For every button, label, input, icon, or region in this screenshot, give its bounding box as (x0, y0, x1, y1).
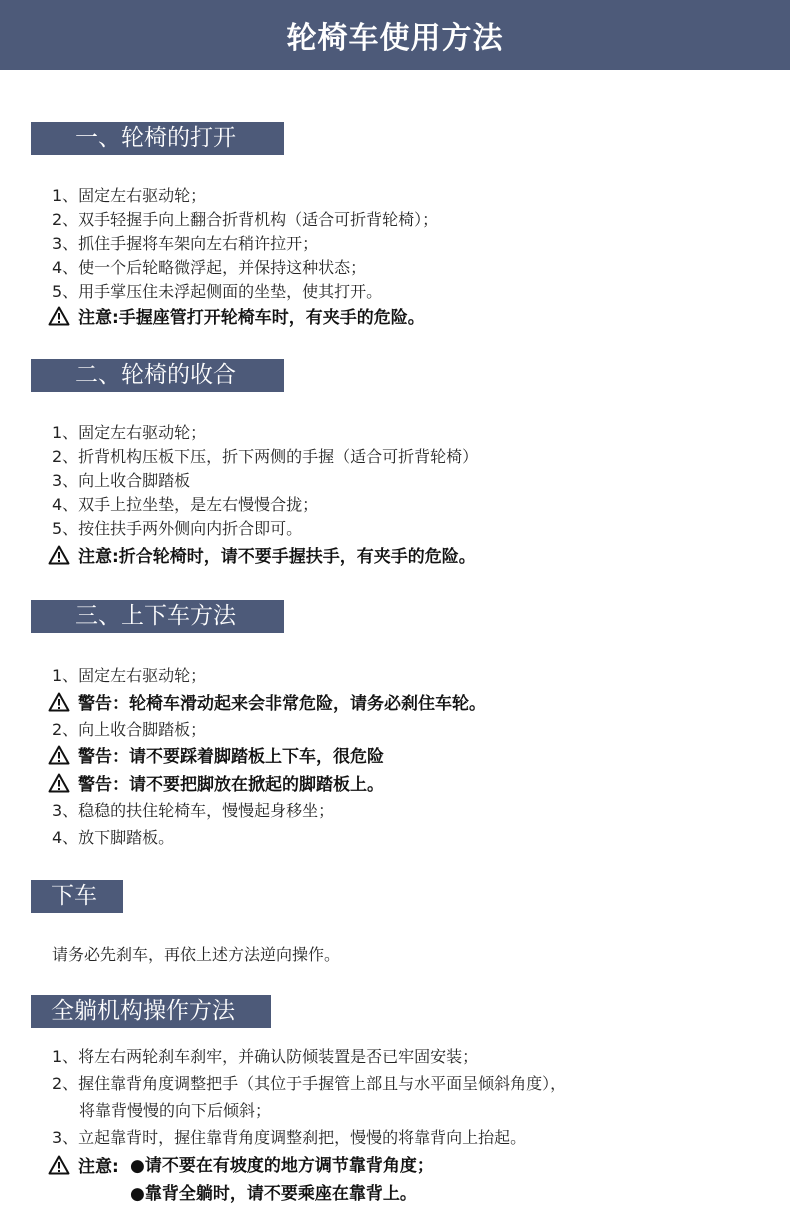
warning-bullet: ●请不要在有坡度的地方调节靠背角度； (130, 1156, 434, 1176)
warning-triangle-icon (48, 545, 70, 565)
section-heading-recline: 全躺机构操作方法 (31, 995, 271, 1028)
section-heading-transfer: 三、上下车方法 (31, 600, 284, 633)
warning-triangle-icon (48, 692, 70, 712)
section-heading-fold: 二、轮椅的收合 (31, 359, 284, 392)
list-item: 2、双手轻握手向上翻合折背机构（适合可折背轮椅）； (52, 210, 439, 229)
list-item: 1、固定左右驱动轮； (52, 423, 207, 442)
list-item: 3、抓住手握将车架向左右稍许拉开； (52, 234, 319, 253)
warning-text: 警告：请不要把脚放在掀起的脚踏板上。 (78, 775, 384, 795)
list-item: 5、用手掌压住未浮起侧面的坐垫，使其打开。 (52, 282, 383, 301)
list-item: 2、握住靠背角度调整把手（其位于手握管上部且与水平面呈倾斜角度）， (52, 1074, 567, 1093)
warning-triangle-icon (48, 745, 70, 765)
warning-line (48, 306, 425, 329)
warning-line (48, 692, 486, 715)
list-item: 5、按住扶手两外侧向内折合即可。 (52, 519, 303, 538)
list-item: 1、固定左右驱动轮； (52, 186, 207, 205)
warning-line (48, 745, 384, 768)
list-item: 3、稳稳的扶住轮椅车，慢慢起身移坐； (52, 801, 335, 820)
warning-line (48, 1155, 119, 1178)
warning-text: 警告：轮椅车滑动起来会非常危险，请务必刹住车轮。 (78, 694, 486, 714)
list-item: 3、向上收合脚踏板 (52, 471, 191, 490)
warning-bullet: ●靠背全躺时，请不要乘座在靠背上。 (130, 1184, 417, 1204)
list-item: 3、立起靠背时，握住靠背角度调整刹把，慢慢的将靠背向上抬起。 (52, 1128, 527, 1147)
list-item: 1、将左右两轮刹车刹牢，并确认防倾装置是否已牢固安装； (52, 1047, 479, 1066)
warning-triangle-icon (48, 306, 70, 326)
list-item: 4、双手上拉坐垫，是左右慢慢合拢； (52, 495, 319, 514)
warning-triangle-icon (48, 1155, 70, 1175)
page-title: 轮椅车使用方法 (286, 21, 504, 56)
warning-label: 注意: (78, 1157, 119, 1177)
list-item: 1、固定左右驱动轮； (52, 666, 207, 685)
list-item-continuation: 将靠背慢慢的向下后倾斜； (79, 1101, 272, 1120)
list-item: 4、放下脚踏板。 (52, 828, 175, 847)
section-heading-open: 一、轮椅的打开 (31, 122, 284, 155)
paragraph: 请务必先刹车，再依上述方法逆向操作。 (52, 945, 341, 964)
warning-triangle-icon (48, 773, 70, 793)
warning-line (48, 773, 384, 796)
page-header (0, 0, 790, 70)
warning-text: 警告：请不要踩着脚踏板上下车，很危险 (78, 747, 384, 767)
warning-text: 注意:折合轮椅时，请不要手握扶手，有夹手的危险。 (78, 547, 476, 567)
list-item: 2、向上收合脚踏板； (52, 720, 207, 739)
list-item: 2、折背机构压板下压，折下两侧的手握（适合可折背轮椅） (52, 447, 479, 466)
list-item: 4、使一个后轮略微浮起，并保持这种状态； (52, 258, 367, 277)
warning-line (48, 545, 476, 568)
section-heading-exit: 下车 (31, 880, 123, 913)
warning-text: 注意:手握座管打开轮椅车时，有夹手的危险。 (78, 308, 425, 328)
